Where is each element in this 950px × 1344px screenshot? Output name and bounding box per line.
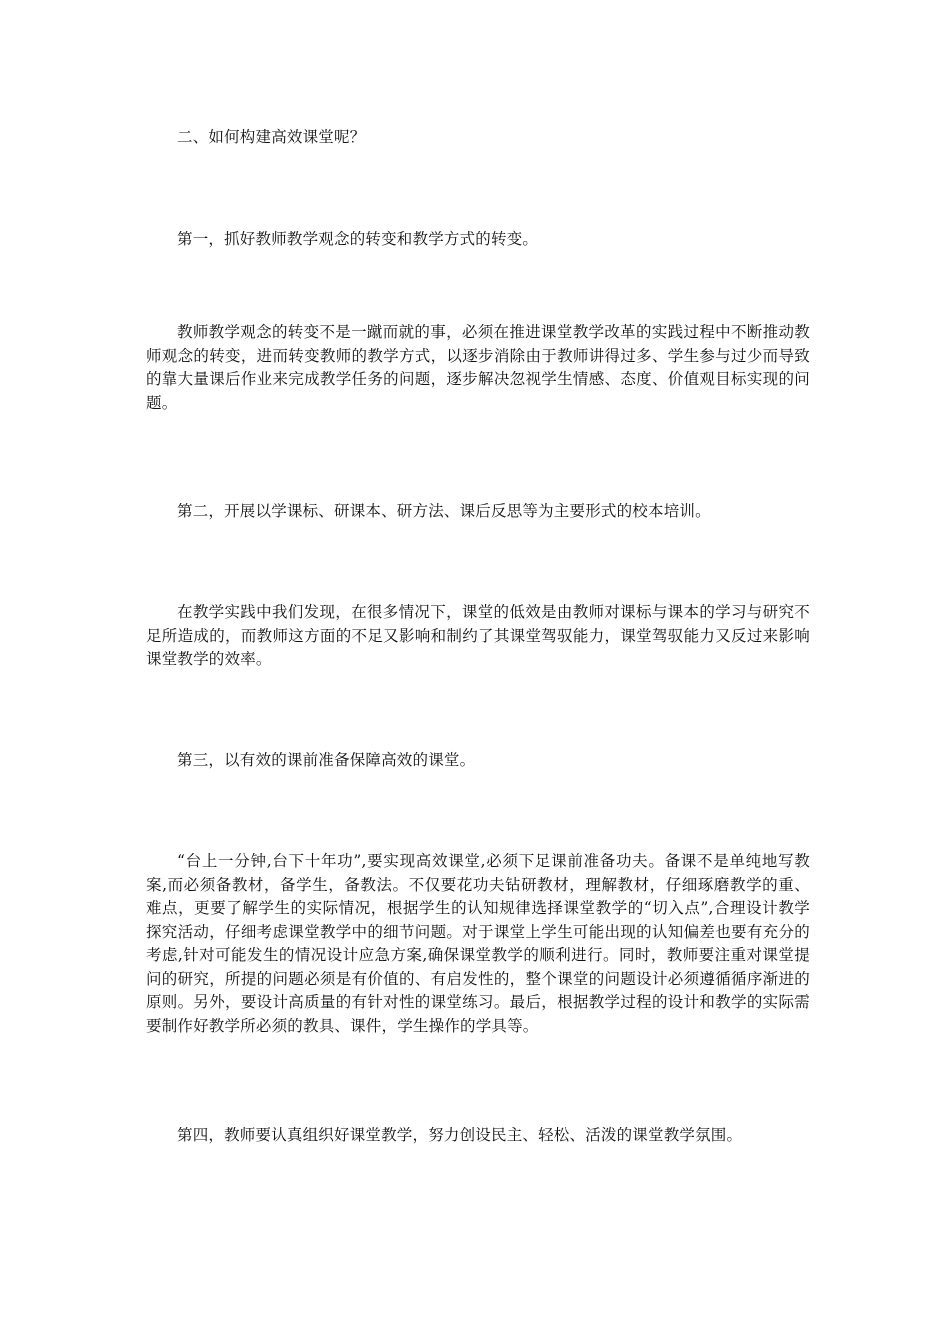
point3-body: “台上一分钟,台下十年功”,要实现高效课堂,必须下足课前准备功夫。备课不是单纯地写教案,而必须备教材，备学生，备教法。不仅要花功夫钻研教材，理解教材，仔细琢磨教学的重、难点，更要了解学生的实际情况，根据学生的认知规律选择课堂教学的“切入点”,合理设计教学探究活动，仔细考虑课堂教学中的细节问题。对于课堂上学生可能出现的认知偏差也要有充分的考虑,针对可能发生的情况设计应急方案,确保课堂教学的顺利进行。同时，教师要注重对课堂提问的研究，所提的问题必须是有价值的、有启发性的，整个课堂的问题设计必须遵循循序渐进的原则。另外，要设计高质量的有针对性的课堂练习。最后，根据教学过程的设计和教学的实际需要制作好教学所必须的教具、课件，学生操作的学具等。	[146, 852, 810, 1035]
section-title: 二、如何构建高效课堂呢？	[177, 128, 366, 146]
point3-heading: 第三，以有效的课前准备保障高效的课堂。	[177, 751, 476, 769]
point4-heading: 第四，教师要认真组织好课堂教学，努力创设民主、轻松、活泼的课堂教学氛围。	[177, 1126, 743, 1144]
point2-heading: 第二，开展以学课标、研课本、研方法、课后反思等为主要形式的校本培训。	[177, 502, 711, 520]
point1-body: 教师教学观念的转变不是一蹴而就的事，必须在推进课堂教学改革的实践过程中不断推动教师观念的转变，进而转变教师的教学方式，以逐步消除由于教师讲得过多、学生参与过少而导致的靠大量课后作业来完成教学任务的问题，逐步解决忽视学生情感、态度、价值观目标实现的问题。	[146, 323, 810, 412]
point2-body: 在教学实践中我们发现，在很多情况下，课堂的低效是由教师对课标与课本的学习与研究不足所造成的，而教师这方面的不足又影响和制约了其课堂驾驭能力，课堂驾驭能力又反过来影响课堂教学的效率。	[146, 603, 810, 668]
point1-heading: 第一，抓好教师教学观念的转变和教学方式的转变。	[177, 230, 539, 248]
